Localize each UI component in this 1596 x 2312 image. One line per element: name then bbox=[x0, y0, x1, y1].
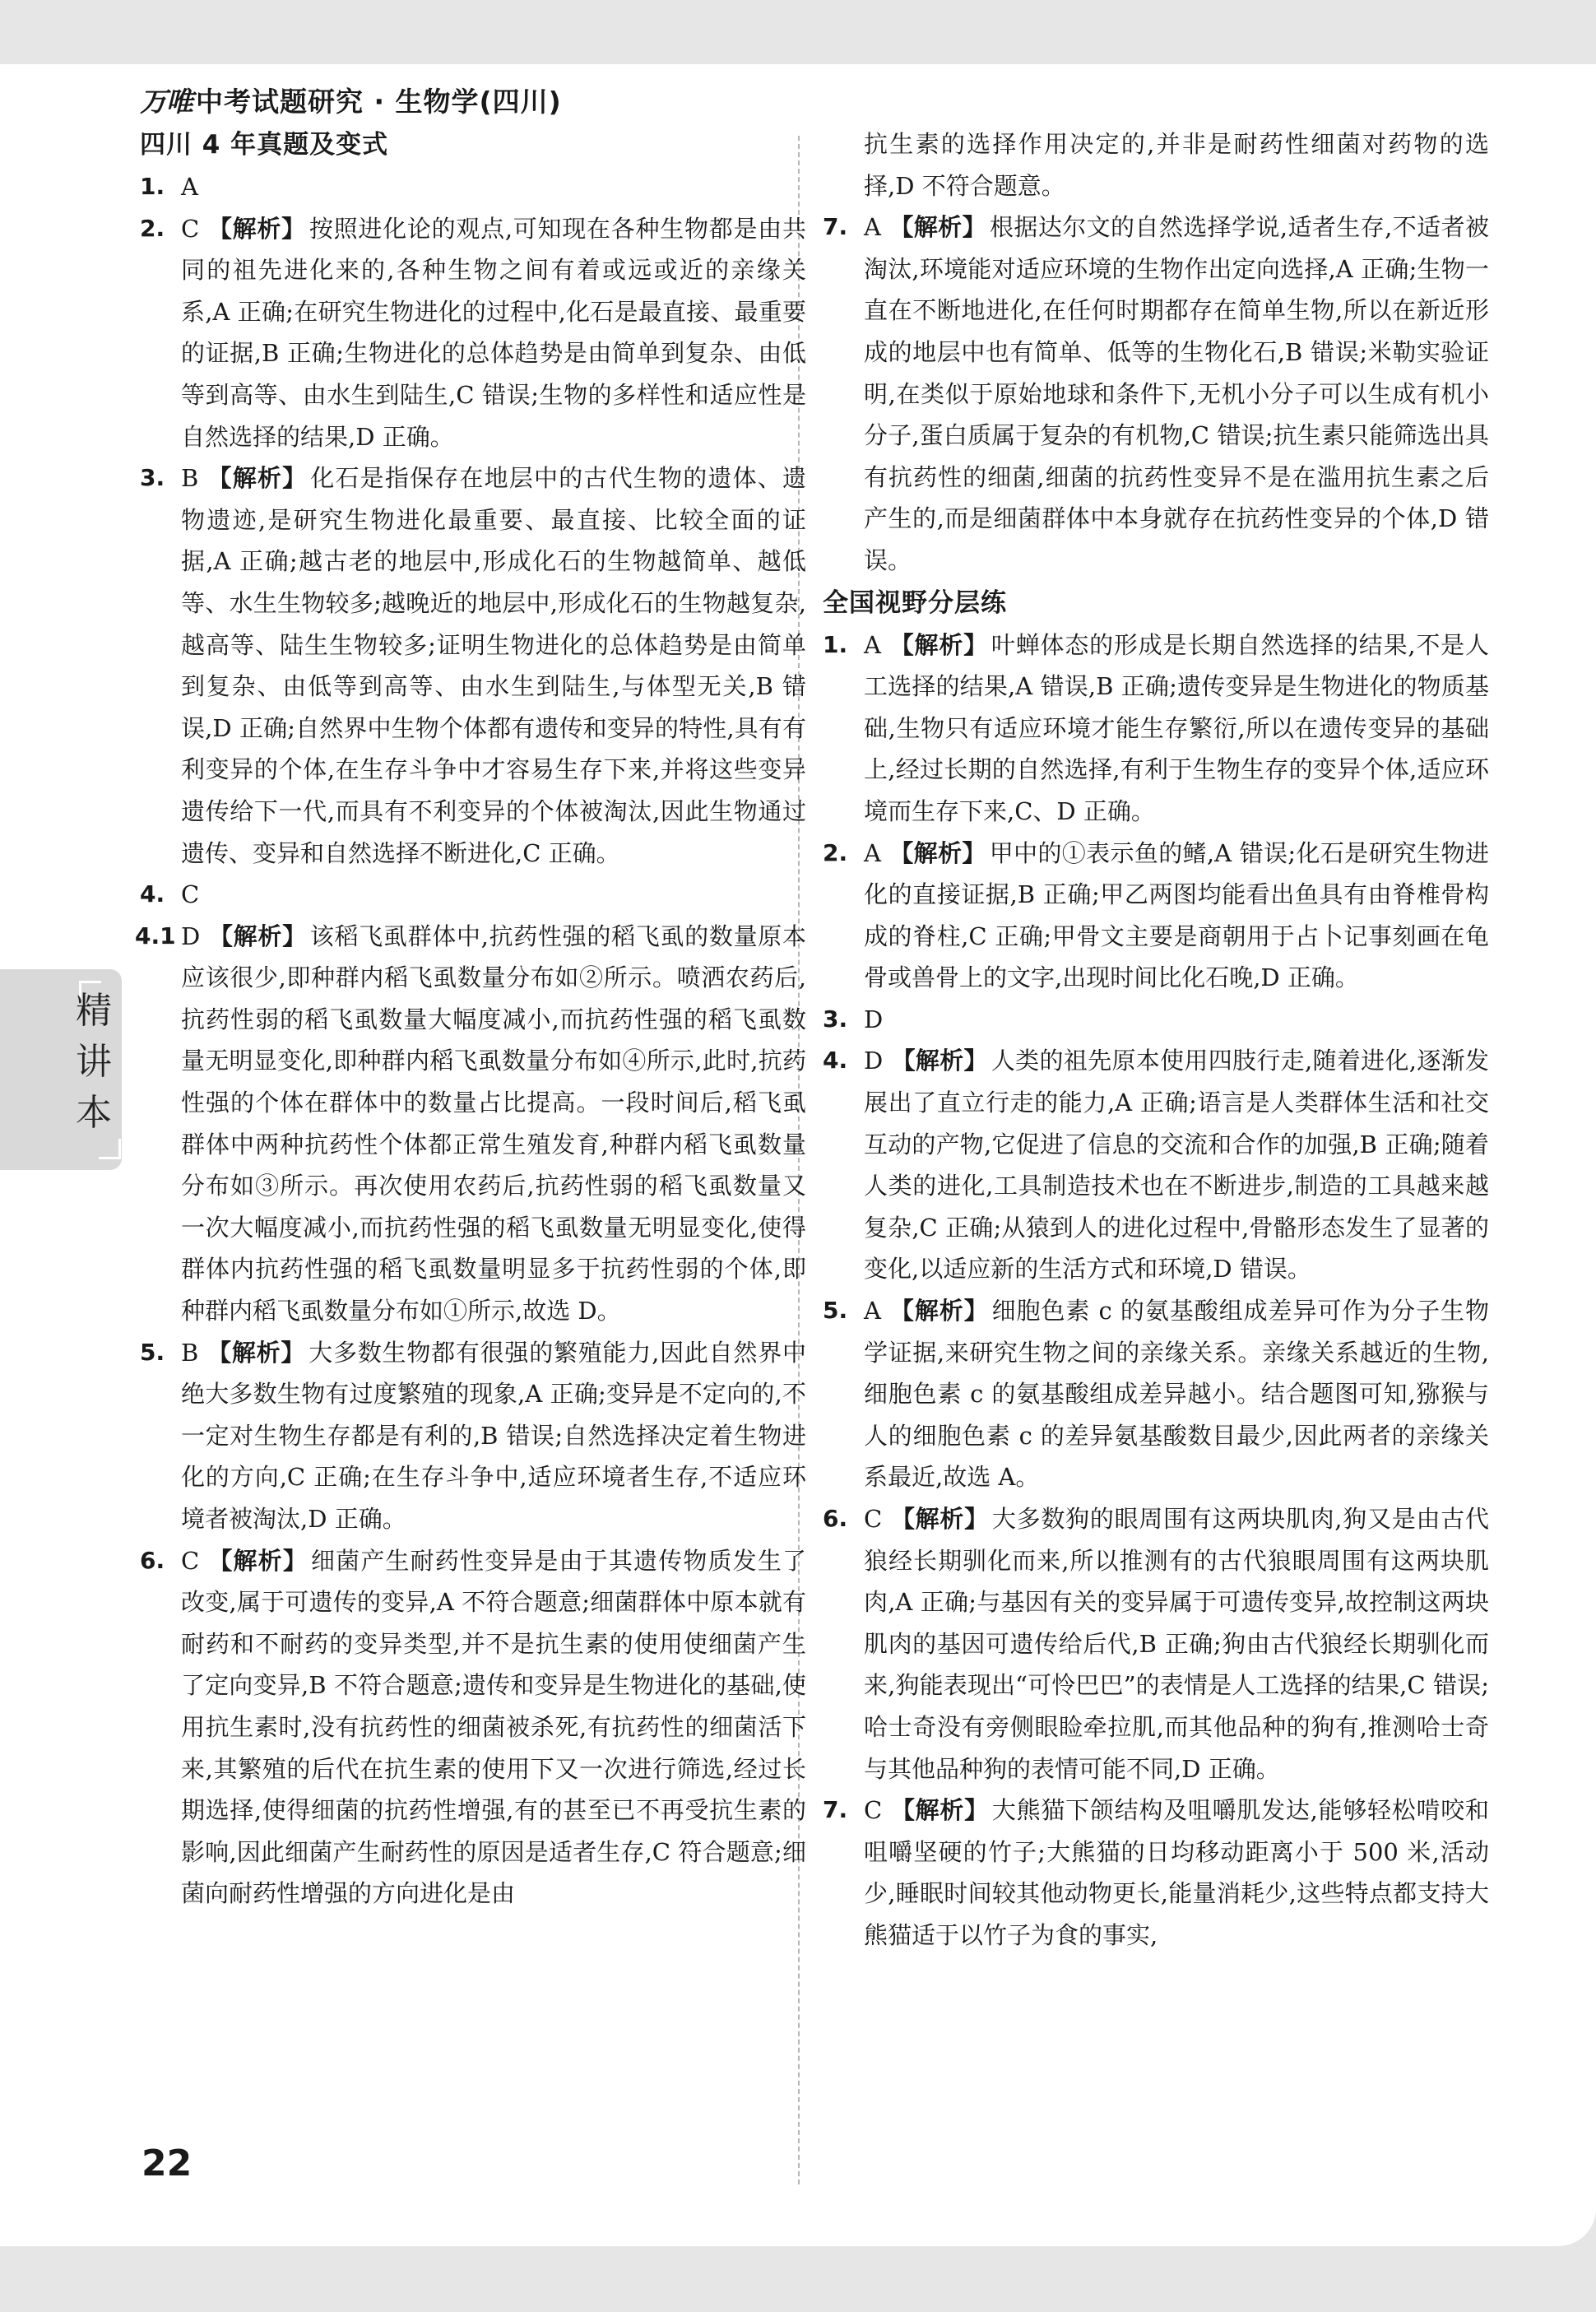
answer-choice: B bbox=[181, 1338, 199, 1367]
analysis-tag: 【解析】 bbox=[888, 213, 986, 242]
answer-choice: C bbox=[181, 214, 200, 243]
analysis-tag: 【解析】 bbox=[888, 630, 988, 659]
analysis-tag: 【解析】 bbox=[890, 1796, 989, 1825]
answer-choice: C bbox=[181, 1546, 200, 1575]
answer-number: 2. bbox=[140, 214, 165, 242]
analysis-tag: 【解析】 bbox=[206, 464, 308, 493]
side-tab bbox=[0, 969, 122, 1170]
answer-number: 2. bbox=[823, 838, 848, 866]
analysis-tag: 【解析】 bbox=[206, 1338, 306, 1367]
answer-item bbox=[140, 874, 806, 916]
answer-number: 4. bbox=[823, 1047, 848, 1075]
analysis-text: 按照进化论的观点,可知现在各种生物都是由共同的祖先进化来的,各种生物之间有着或远或近的亲缘关系,A 正确;在研究生物进化的过程中,化石是最直接、最重要的证据,B 正确;生物进化的总体趋势是由简单到复杂、由低等到高等、由水生到陆生,C 错误;生物的多样性和适应性是自然选择的结果,D 正确。 bbox=[181, 214, 806, 451]
answer-item bbox=[823, 207, 1489, 581]
answer-number: 7. bbox=[823, 213, 848, 241]
answer-choice: A bbox=[864, 1297, 881, 1325]
analysis-text: 细胞色素 c 的氨基酸组成差异可作为分子生物学证据,来研究生物之间的亲缘关系。亲缘关系越近的生物,细胞色素 c 的氨基酸组成差异越小。结合题图可知,猕猴与人的细胞色素 c 的差异氨基酸数目最少,因此两者的亲缘关系最近,故选 A。 bbox=[864, 1297, 1489, 1492]
answer-number: 5. bbox=[140, 1338, 165, 1366]
analysis-text: 大多数狗的眼周围有这两块肌肉,狗又是由古代狼经长期驯化而来,所以推测有的古代狼眼周围有这两块肌肉,A 正确;与基因有关的变异属于可遗传变异,故控制这两块肌肉的基因可遗传给后代,B 正确;狗由古代狼经长期驯化而来,狗能表现出“可怜巴巴”的表情是人工选择的结果,C 错误;哈士奇没有旁侧眼睑牵拉肌,而其他品种的狗有,推测哈士奇与其他品种狗的表情可能不同,D 正确。 bbox=[864, 1505, 1489, 1783]
analysis-tag: 【解析】 bbox=[208, 922, 307, 950]
right-answer-list bbox=[823, 624, 1489, 1957]
analysis-text: 根据达尔文的自然选择学说,适者生存,不适者被淘汰,环境能对适应环境的生物作出定向选择,A 正确;生物一直在不断地进化,在任何时期都存在简单生物,所以在新近形成的地层中也有简单、低等的生物化石,B 错误;米勒实验证明,在类似于原始地球和条件下,无机小分子可以生成有机小分子,蛋白质属于复杂的有机物,C 错误;抗生素只能筛选出具有抗药性的细菌,细菌的抗药性变异不是在滥用抗生素之后产生的,而是细菌群体中本身就存在抗药性变异的个体,D 错误。 bbox=[864, 213, 1489, 574]
analysis-text: 叶蝉体态的形成是长期自然选择的结果,不是人工选择的结果,A 错误,B 正确;遗传变异是生物进化的物质基础,生物只有适应环境才能生存繁衍,所以在遗传变异的基础上,经过长期的自然选择,有利于生物生存的变异个体,适应环境而生存下来,C、D 正确。 bbox=[864, 630, 1489, 825]
answer-choice: C bbox=[864, 1796, 883, 1825]
analysis-text: 该稻飞虱群体中,抗药性强的稻飞虱的数量原本应该很少,即种群内稻飞虱数量分布如②所示。喷洒农药后,抗药性弱的稻飞虱数量大幅度减小,而抗药性强的稻飞虱数量无明显变化,即种群内稻飞虱数量分布如④所示,此时,抗药性强的个体在群体中的数量占比提高。一段时间后,稻飞虱群体中两种抗药性个体都正常生殖发育,种群内稻飞虱数量分布如③所示。再次使用农药后,抗药性弱的稻飞虱数量又一次大幅度减小,而抗药性强的稻飞虱数量无明显变化,使得群体内抗药性强的稻飞虱数量明显多于抗药性弱的个体,即种群内稻飞虱数量分布如①所示,故选 D。 bbox=[181, 922, 806, 1325]
bracket-bottom-right bbox=[99, 1139, 121, 1159]
answer-number: 3. bbox=[140, 464, 165, 492]
answer-choice: A bbox=[864, 838, 881, 867]
analysis-text: 细菌产生耐药性变异是由于其遗传物质发生了改变,属于可遗传的变异,A 不符合题意;细菌群体中原本就有耐药和不耐药的变异类型,并不是抗生素的使用使细菌产生了定向变异,B 不符合题意;遗传和变异是生物进化的基础,使用抗生素时,没有抗药性的细菌被杀死,有抗药性的细菌活下来,其繁殖的后代在抗生素的使用下又一次进行筛选,经过长期选择,使得细菌的抗药性增强,有的甚至已不再受抗生素的影响,因此细菌产生耐药性的原因是适者生存,C 符合题意;细菌向耐药性增强的方向进化是由 bbox=[181, 1546, 806, 1908]
right-column bbox=[823, 123, 1489, 1957]
answer-number: 6. bbox=[140, 1546, 165, 1574]
right-answer-list-top bbox=[823, 207, 1489, 581]
answer-item bbox=[823, 1040, 1489, 1290]
analysis-text: 甲中的①表示鱼的鳍,A 错误;化石是研究生物进化的直接证据,B 正确;甲乙两图均能看出鱼具有由脊椎骨构成的脊柱,C 正确;甲骨文主要是商朝用于占卜记事刻画在龟骨或兽骨上的文字,出现时间比化石晚,D 正确。 bbox=[864, 838, 1489, 992]
analysis-tag: 【解析】 bbox=[207, 214, 306, 243]
answer-choice: D bbox=[181, 922, 201, 950]
left-column bbox=[135, 123, 806, 1915]
answer-item bbox=[140, 208, 806, 458]
header-title: 中考试题研究 · 生物学(四川) bbox=[196, 86, 562, 118]
answer-number: 1. bbox=[140, 173, 165, 200]
analysis-tag: 【解析】 bbox=[890, 1505, 989, 1533]
side-tab-label: 精讲本 bbox=[76, 990, 112, 1134]
answer-number: 4. bbox=[140, 880, 165, 908]
answer-item bbox=[135, 916, 806, 1332]
answer-number: 5. bbox=[823, 1297, 848, 1325]
analysis-tag: 【解析】 bbox=[888, 1297, 989, 1325]
answer-choice: B bbox=[181, 464, 199, 493]
answer-number: 3. bbox=[823, 1005, 848, 1033]
answer-item bbox=[823, 1790, 1489, 1956]
continuation-body: 抗生素的选择作用决定的,并非是耐药性细菌对药物的选择,D 不符合题意。 bbox=[864, 130, 1489, 200]
answer-choice: A bbox=[864, 213, 881, 242]
answer-choice: C bbox=[181, 880, 200, 909]
answer-number: 4.1 bbox=[135, 922, 176, 949]
analysis-text: 大多数生物都有很强的繁殖能力,因此自然界中绝大多数生物有过度繁殖的现象,A 正确;变异是不定向的,不一定对生物生存都是有利的,B 错误;自然选择决定着生物进化的方向,C 正确;在生存斗争中,适应环境者生存,不适应环境者被淘汰,D 正确。 bbox=[181, 1338, 806, 1533]
brand-logo: 万唯 bbox=[140, 86, 193, 118]
continuation-text bbox=[823, 123, 1489, 207]
answer-item bbox=[823, 999, 1489, 1041]
analysis-tag: 【解析】 bbox=[207, 1546, 308, 1575]
answer-item bbox=[823, 1498, 1489, 1790]
answer-choice: D bbox=[864, 1047, 884, 1075]
analysis-text: 化石是指保存在地层中的古代生物的遗体、遗物遗迹,是研究生物进化最重要、最直接、比较全面的证据,A 正确;越古老的地层中,形成化石的生物越简单、越低等、水生生物较多;越晚近的地层中,形成化石的生物越复杂,越高等、陆生生物较多;证明生物进化的总体趋势是由简单到复杂、由低等到高等、由水生到陆生,与体型无关,B 错误,D 正确;自然界中生物个体都有遗传和变异的特性,具有有利变异的个体,在生存斗争中才容易生存下来,并将这些变异遗传给下一代,而具有不利变异的个体被淘汰,因此生物通过遗传、变异和自然选择不断进化,C 正确。 bbox=[181, 464, 806, 867]
answer-choice: C bbox=[864, 1505, 883, 1533]
answer-choice: A bbox=[181, 173, 198, 201]
answer-item bbox=[140, 1540, 806, 1915]
left-answer-list bbox=[135, 166, 806, 1915]
page-number: 22 bbox=[142, 2143, 193, 2184]
answer-number: 7. bbox=[823, 1796, 848, 1824]
section-title-sichuan: 四川 4 年真题及变式 bbox=[140, 130, 389, 160]
answer-item bbox=[823, 1290, 1489, 1498]
answer-choice: A bbox=[864, 630, 881, 659]
answer-number: 1. bbox=[823, 630, 848, 658]
answer-number: 6. bbox=[823, 1505, 848, 1532]
answer-item bbox=[140, 166, 806, 208]
analysis-tag: 【解析】 bbox=[888, 838, 986, 867]
answer-item bbox=[140, 1332, 806, 1540]
answer-item bbox=[823, 833, 1489, 999]
running-header bbox=[140, 81, 562, 119]
section-title-national: 全国视野分层练 bbox=[823, 587, 1007, 618]
analysis-text: 人类的祖先原本使用四肢行走,随着进化,逐渐发展出了直立行走的能力,A 正确;语言是人类群体生活和社交互动的产物,它促进了信息的交流和合作的加强,B 正确;随着人类的进化,工具制造技术也在不断进步,制造的工具越来越复杂,C 正确;从猿到人的进化过程中,骨骼形态发生了显著的变化,以适应新的生活方式和环境,D 错误。 bbox=[864, 1047, 1489, 1284]
analysis-tag: 【解析】 bbox=[891, 1047, 988, 1075]
answer-item bbox=[823, 624, 1489, 833]
answer-choice: D bbox=[864, 1005, 884, 1033]
answer-item bbox=[140, 457, 806, 874]
analysis-text: 大熊猫下颌结构及咀嚼肌发达,能够轻松啃咬和咀嚼坚硬的竹子;大熊猫的日均移动距离小于 500 米,活动少,睡眠时间较其他动物更长,能量消耗少,这些特点都支持大熊猫适于以竹子为食的事实, bbox=[864, 1796, 1489, 1949]
